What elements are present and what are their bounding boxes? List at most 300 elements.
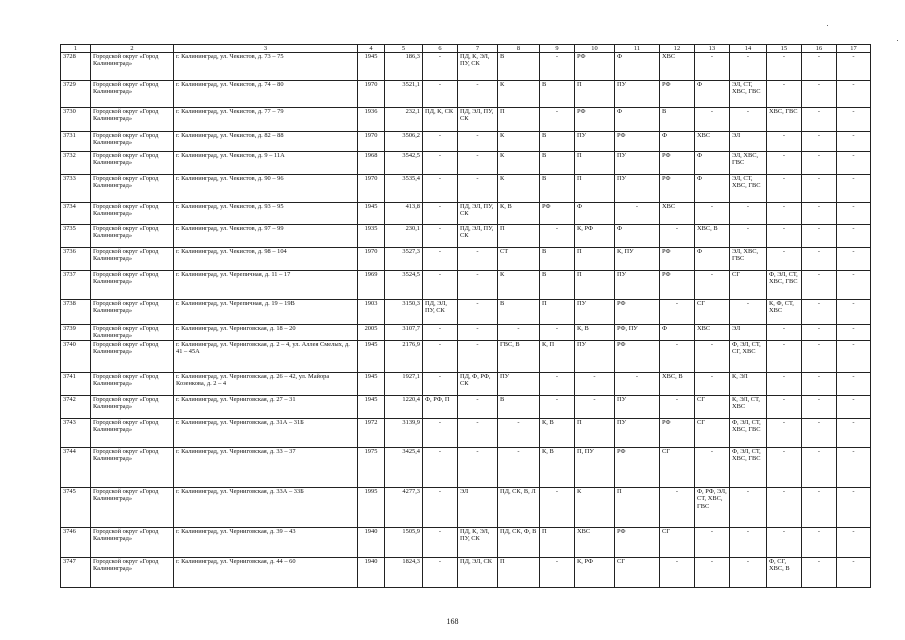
table-cell: - [695, 203, 730, 225]
table-cell: СГ [660, 528, 695, 558]
table-cell: П, ПУ [575, 448, 615, 488]
table-cell: ПД, СК, Ф, В [498, 528, 540, 558]
table-cell: - [837, 341, 871, 373]
row-number-cell: 3743 [61, 419, 91, 448]
table-cell: - [767, 81, 802, 108]
address-cell: г. Калининград, ул. Черниговская, д. 27 – 31 [174, 396, 358, 419]
table-cell: Ф, ЭЛ, СТ, ХВС, ГВС [730, 448, 767, 488]
table-cell: Городской округ «Город Калининград» [91, 53, 174, 81]
row-number-cell: 3736 [61, 248, 91, 271]
table-cell: - [423, 53, 458, 81]
table-cell: - [615, 203, 660, 225]
table-cell: - [575, 396, 615, 419]
table-cell: - [423, 419, 458, 448]
table-cell: - [802, 448, 837, 488]
table-cell: - [837, 152, 871, 175]
table-cell: - [423, 203, 458, 225]
table-cell: РФ [615, 300, 660, 325]
table-cell: - [767, 341, 802, 373]
table-cell: - [802, 488, 837, 528]
table-cell: - [423, 528, 458, 558]
table-cell: 1945 [358, 396, 385, 419]
address-cell: г. Калининград, ул. Черниговская, д. 26 – 42, ул. Майора Козенкова, д. 2 – 4 [174, 373, 358, 396]
table-cell: 1970 [358, 175, 385, 203]
table-cell: ПД, Ф, РФ, СК [458, 373, 498, 396]
table-cell: - [767, 203, 802, 225]
table-cell: - [767, 488, 802, 528]
table-cell: Городской округ «Город Калининград» [91, 300, 174, 325]
table-cell: РФ [660, 248, 695, 271]
table-cell: - [837, 419, 871, 448]
table-cell: - [660, 396, 695, 419]
table-cell: ПУ [615, 419, 660, 448]
table-cell: РФ [660, 175, 695, 203]
table-cell: - [767, 132, 802, 152]
table-row [61, 225, 871, 248]
row-number-cell: 3740 [61, 341, 91, 373]
address-cell: г. Калининград, ул. Черниговская, д. 33 – 37 [174, 448, 358, 488]
table-cell: Городской округ «Город Калининград» [91, 152, 174, 175]
table-cell: - [423, 225, 458, 248]
table-cell: Городской округ «Город Калининград» [91, 225, 174, 248]
row-number-cell: 3738 [61, 300, 91, 325]
table-cell: - [730, 488, 767, 528]
address-cell: г. Калининград, ул. Черниговская, д. 33А – 33Б [174, 488, 358, 528]
table-cell: - [767, 53, 802, 81]
table-row [61, 248, 871, 271]
table-cell: - [802, 152, 837, 175]
table-cell: ПУ [498, 373, 540, 396]
table-cell: - [837, 175, 871, 203]
table-cell: - [458, 396, 498, 419]
table-cell: В [540, 81, 575, 108]
table-cell: 1945 [358, 373, 385, 396]
table-cell: - [615, 373, 660, 396]
table-cell: 1936 [358, 108, 385, 132]
table-cell: В [540, 271, 575, 300]
row-number-cell: 3746 [61, 528, 91, 558]
table-cell: - [423, 248, 458, 271]
table-cell: - [802, 341, 837, 373]
table-cell: - [837, 132, 871, 152]
address-cell: г. Калининград, ул. Чекистов, д. 97 – 99 [174, 225, 358, 248]
address-cell: г. Калининград, ул. Черепичная, д. 19 – 19В [174, 300, 358, 325]
table-cell: 1505,9 [385, 528, 423, 558]
table-cell: - [540, 325, 575, 341]
table-cell: К, ЭЛ [730, 373, 767, 396]
table-cell: К, В [575, 325, 615, 341]
table-cell: ХВС [695, 132, 730, 152]
table-cell: ПД, ЭЛ, ПУ, СК [458, 225, 498, 248]
table-cell: П [540, 528, 575, 558]
table-cell: 1968 [358, 152, 385, 175]
table-cell: ХВС [575, 528, 615, 558]
row-number-cell: 3735 [61, 225, 91, 248]
row-number-cell: 3729 [61, 81, 91, 108]
column-number-header: 3 [174, 45, 358, 53]
table-cell: К [498, 132, 540, 152]
table-cell: 1975 [358, 448, 385, 488]
table-cell: Ф, ЭЛ, СТ, ХВС, ГВС [767, 271, 802, 300]
table-cell: СТ [498, 248, 540, 271]
table-cell: П [540, 300, 575, 325]
table-cell: - [730, 203, 767, 225]
row-number-cell: 3731 [61, 132, 91, 152]
table-cell: РФ [575, 108, 615, 132]
table-cell: П [575, 248, 615, 271]
table-cell: 1220,4 [385, 396, 423, 419]
table-cell: К, РФ [575, 225, 615, 248]
table-cell: - [767, 225, 802, 248]
table-cell: Ф [695, 248, 730, 271]
table-cell: 3535,4 [385, 175, 423, 203]
table-cell: ПД, К, ЭЛ, ПУ, СК [458, 53, 498, 81]
table-cell: - [423, 488, 458, 528]
column-number-header: 8 [498, 45, 540, 53]
table-cell: - [423, 448, 458, 488]
row-number-cell: 3745 [61, 488, 91, 528]
table-cell: - [575, 373, 615, 396]
table-cell: - [695, 558, 730, 588]
table-cell: РФ, ПУ [615, 325, 660, 341]
table-cell: - [540, 108, 575, 132]
row-number-cell: 3733 [61, 175, 91, 203]
table-cell: - [802, 248, 837, 271]
table-row [61, 419, 871, 448]
table-cell: - [837, 248, 871, 271]
table-cell: - [660, 300, 695, 325]
table-cell: 3521,1 [385, 81, 423, 108]
column-number-header: 12 [660, 45, 695, 53]
table-cell: К, ЭЛ, СТ, ХВС [730, 396, 767, 419]
table-cell: Городской округ «Город Калининград» [91, 373, 174, 396]
table-cell: 1945 [358, 203, 385, 225]
table-cell: ЭЛ, СТ, ХВС, ГВС [730, 81, 767, 108]
table-cell: Ф [695, 175, 730, 203]
address-cell: г. Калининград, ул. Черниговская, д. 2 – 4, ул. Аллея Смелых, д. 41 – 45А [174, 341, 358, 373]
table-cell: К [498, 175, 540, 203]
table-cell: В [540, 248, 575, 271]
table-cell: 186,3 [385, 53, 423, 81]
table-cell: ПУ [615, 271, 660, 300]
column-number-header: 13 [695, 45, 730, 53]
table-cell: РФ [660, 152, 695, 175]
table-body [61, 53, 871, 588]
table-cell: - [837, 528, 871, 558]
table-cell: ЭЛ, ХВС, ГВС [730, 248, 767, 271]
table-cell: - [767, 448, 802, 488]
table-cell: СГ [660, 448, 695, 488]
table-cell: Городской округ «Город Калининград» [91, 271, 174, 300]
row-number-cell: 3737 [61, 271, 91, 300]
table-cell: - [837, 203, 871, 225]
table-cell: 1940 [358, 528, 385, 558]
table-row [61, 108, 871, 132]
table-cell: Ф, РФ, П [423, 396, 458, 419]
table-cell: - [695, 373, 730, 396]
table-cell: - [458, 81, 498, 108]
table-cell: 1970 [358, 132, 385, 152]
column-number-header: 11 [615, 45, 660, 53]
table-cell: - [695, 53, 730, 81]
table-cell: - [802, 558, 837, 588]
column-number-header: 17 [837, 45, 871, 53]
table-cell: - [660, 488, 695, 528]
table-cell: ХВС, В [660, 373, 695, 396]
table-cell: Городской округ «Город Калининград» [91, 203, 174, 225]
table-cell: СГ [695, 396, 730, 419]
table-cell: - [423, 81, 458, 108]
row-number-cell: 3744 [61, 448, 91, 488]
table-cell: - [837, 558, 871, 588]
table-cell: Городской округ «Город Калининград» [91, 81, 174, 108]
scan-speck [897, 40, 898, 41]
table-cell: Ф [615, 225, 660, 248]
table-cell: - [837, 81, 871, 108]
table-cell: РФ [615, 448, 660, 488]
table-cell: Ф [575, 203, 615, 225]
table-cell: - [458, 300, 498, 325]
row-number-cell: 3742 [61, 396, 91, 419]
table-cell: Городской округ «Город Калининград» [91, 419, 174, 448]
table-cell: - [695, 448, 730, 488]
table-cell: - [837, 225, 871, 248]
table-cell: П [615, 488, 660, 528]
housing-register-table [60, 44, 871, 588]
row-number-cell: 3747 [61, 558, 91, 588]
table-cell: Ф [695, 81, 730, 108]
column-number-header: 16 [802, 45, 837, 53]
table-cell: - [540, 488, 575, 528]
table-cell: РФ [540, 203, 575, 225]
table-cell: К, В [540, 448, 575, 488]
table-cell: - [837, 108, 871, 132]
table-cell: - [767, 325, 802, 341]
table-cell: - [423, 152, 458, 175]
scan-speck [827, 25, 828, 26]
table-cell: - [540, 558, 575, 588]
table-cell: - [423, 341, 458, 373]
table-cell: К, П [540, 341, 575, 373]
table-row [61, 300, 871, 325]
table-row [61, 203, 871, 225]
table-cell: РФ [615, 528, 660, 558]
table-cell: 1945 [358, 341, 385, 373]
row-number-cell: 3741 [61, 373, 91, 396]
table-cell: В [540, 175, 575, 203]
table-cell: П [575, 419, 615, 448]
address-cell: г. Калининград, ул. Чекистов, д. 73 – 75 [174, 53, 358, 81]
table-cell: 2005 [358, 325, 385, 341]
table-cell: ПУ [575, 300, 615, 325]
table-cell: ЭЛ [458, 488, 498, 528]
table-cell: - [458, 175, 498, 203]
table-cell: 1935 [358, 225, 385, 248]
table-cell: Городской округ «Город Калининград» [91, 341, 174, 373]
table-cell: Городской округ «Город Калининград» [91, 558, 174, 588]
table-cell: Ф [660, 325, 695, 341]
table-cell: - [458, 419, 498, 448]
address-cell: г. Калининград, ул. Чекистов, д. 74 – 80 [174, 81, 358, 108]
table-cell: СГ [730, 271, 767, 300]
table-cell: СГ [695, 419, 730, 448]
row-number-cell: 3732 [61, 152, 91, 175]
address-cell: г. Калининград, ул. Чекистов, д. 77 – 79 [174, 108, 358, 132]
table-cell: 2176,9 [385, 341, 423, 373]
table-cell: - [423, 325, 458, 341]
table-cell: Городской округ «Город Калининград» [91, 488, 174, 528]
table-cell: - [730, 528, 767, 558]
table-row [61, 448, 871, 488]
table-cell: ХВС [660, 53, 695, 81]
table-cell: - [802, 203, 837, 225]
table-cell: 1927,1 [385, 373, 423, 396]
table-cell: - [730, 225, 767, 248]
column-number-header: 7 [458, 45, 498, 53]
row-number-cell: 3730 [61, 108, 91, 132]
address-cell: г. Калининград, ул. Черниговская, д. 18 – 20 [174, 325, 358, 341]
table-cell: ПД, ЭЛ, ПУ, СК [423, 300, 458, 325]
table-cell: ЭЛ, ХВС, ГВС [730, 152, 767, 175]
table-cell: 1824,3 [385, 558, 423, 588]
table-cell: ЭЛ, СТ, ХВС, ГВС [730, 175, 767, 203]
column-number-header: 10 [575, 45, 615, 53]
table-cell: ЭЛ [730, 132, 767, 152]
table-cell: П [575, 152, 615, 175]
table-cell: 1972 [358, 419, 385, 448]
table-cell: СГ [615, 558, 660, 588]
table-cell: - [540, 225, 575, 248]
table-cell: - [837, 53, 871, 81]
address-cell: г. Калининград, ул. Черепичная, д. 11 – 17 [174, 271, 358, 300]
table-cell: ПД, ЭЛ, ПУ, СК [458, 203, 498, 225]
table-cell: К [498, 271, 540, 300]
table-cell: - [837, 488, 871, 528]
table-cell: ПД, К, ЭЛ, ПУ, СК [458, 528, 498, 558]
table-cell: ПД, СК, В, Л [498, 488, 540, 528]
table-row [61, 528, 871, 558]
table-cell: - [767, 528, 802, 558]
table-row [61, 53, 871, 81]
table-cell: ПУ [615, 175, 660, 203]
table-cell: - [458, 341, 498, 373]
table-cell: 3524,5 [385, 271, 423, 300]
table-cell: В [498, 396, 540, 419]
address-cell: г. Калининград, ул. Чекистов, д. 93 – 95 [174, 203, 358, 225]
column-number-header: 9 [540, 45, 575, 53]
table-cell: - [837, 448, 871, 488]
table-cell: РФ [615, 341, 660, 373]
table-cell: - [540, 53, 575, 81]
table-cell: - [695, 271, 730, 300]
address-cell: г. Калининград, ул. Черниговская, д. 31А – 31Б [174, 419, 358, 448]
table-cell: - [695, 341, 730, 373]
table-cell: - [837, 271, 871, 300]
table-cell: 1940 [358, 558, 385, 588]
table-cell: - [837, 396, 871, 419]
table-cell: 1970 [358, 248, 385, 271]
table-cell: 1970 [358, 81, 385, 108]
table-cell: - [730, 53, 767, 81]
table-row [61, 81, 871, 108]
table-cell: - [802, 396, 837, 419]
table-cell: ГВС, В [498, 341, 540, 373]
table-cell: ПУ [615, 396, 660, 419]
table-cell: - [802, 419, 837, 448]
table-cell: - [660, 341, 695, 373]
table-cell: 3139,9 [385, 419, 423, 448]
address-cell: г. Калининград, ул. Черниговская, д. 44 – 60 [174, 558, 358, 588]
table-cell: В [540, 152, 575, 175]
table-cell: К, РФ [575, 558, 615, 588]
table-cell: П [498, 558, 540, 588]
table-cell: - [730, 108, 767, 132]
table-cell: ПУ [615, 81, 660, 108]
table-cell: - [695, 528, 730, 558]
table-cell: 1995 [358, 488, 385, 528]
table-cell: - [767, 248, 802, 271]
table-row [61, 396, 871, 419]
table-cell: П [575, 271, 615, 300]
table-cell: - [730, 558, 767, 588]
table-cell: Городской округ «Город Калининград» [91, 325, 174, 341]
table-cell: ХВС [695, 325, 730, 341]
table-cell: ЭЛ [730, 325, 767, 341]
table-cell: Городской округ «Город Калининград» [91, 396, 174, 419]
table-cell: Городской округ «Город Калининград» [91, 248, 174, 271]
table-cell: 232,1 [385, 108, 423, 132]
table-cell: - [767, 175, 802, 203]
table-cell: 3506,2 [385, 132, 423, 152]
table-cell: - [837, 300, 871, 325]
table-cell: П [575, 81, 615, 108]
table-cell: В [660, 108, 695, 132]
address-cell: г. Калининград, ул. Чекистов, д. 9 – 11А [174, 152, 358, 175]
table-cell: - [802, 373, 837, 396]
table-cell: - [802, 132, 837, 152]
table-cell: К [575, 488, 615, 528]
table-cell: - [837, 325, 871, 341]
table-cell: ХВС [660, 203, 695, 225]
table-row [61, 341, 871, 373]
table-cell: - [730, 300, 767, 325]
column-number-header: 15 [767, 45, 802, 53]
table-cell: ПД, К, СК [423, 108, 458, 132]
address-cell: г. Калининград, ул. Чекистов, д. 82 – 88 [174, 132, 358, 152]
table-row [61, 558, 871, 588]
table-cell: 4277,3 [385, 488, 423, 528]
table-cell: Ф, РФ, ЭЛ, СТ, ХВС, ГВС [695, 488, 730, 528]
table-cell: 1903 [358, 300, 385, 325]
table-cell: Ф, СГ, ХВС, В [767, 558, 802, 588]
table-cell: - [802, 81, 837, 108]
table-cell: - [660, 558, 695, 588]
table-cell: Ф [695, 152, 730, 175]
table-cell: Городской округ «Город Калининград» [91, 528, 174, 558]
table-cell: ПУ [575, 341, 615, 373]
table-cell: - [802, 108, 837, 132]
table-cell: ПД, ЭЛ, ПУ, СК [458, 108, 498, 132]
table-cell: В [540, 132, 575, 152]
table-cell: - [458, 248, 498, 271]
table-cell: Городской округ «Город Калининград» [91, 132, 174, 152]
table-cell: В [498, 53, 540, 81]
table-cell: К, В [540, 419, 575, 448]
table-cell: ПУ [575, 132, 615, 152]
table-row [61, 175, 871, 203]
table-cell: - [802, 175, 837, 203]
column-number-row [61, 45, 871, 53]
